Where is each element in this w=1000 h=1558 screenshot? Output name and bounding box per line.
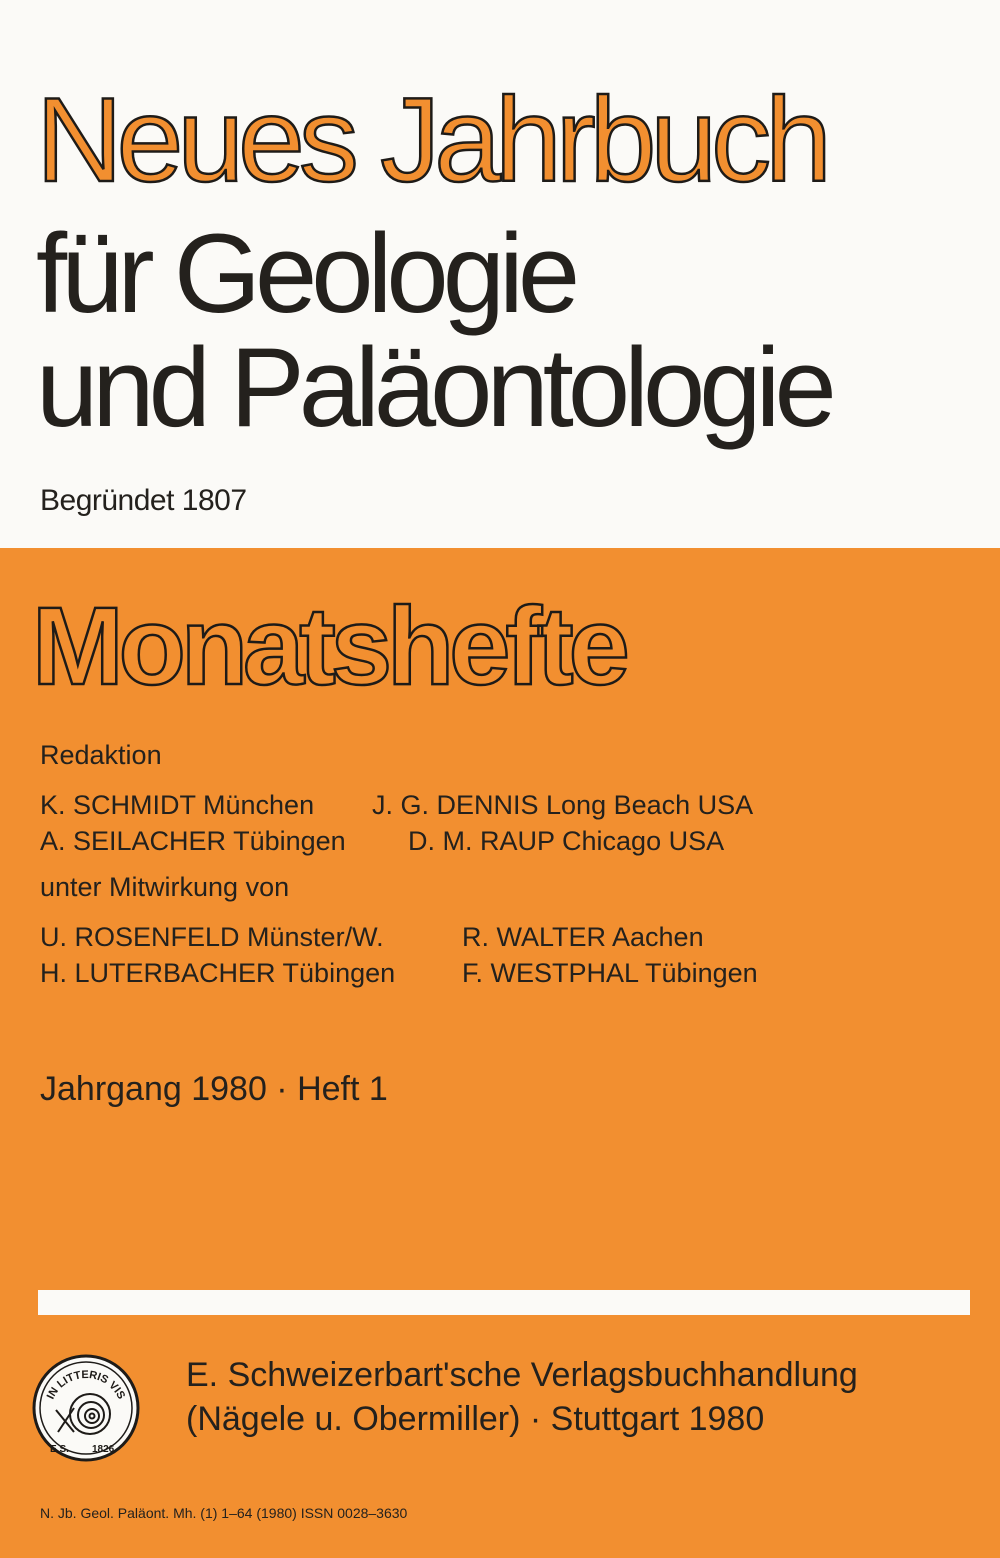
journal-title-line-2: für Geologie (36, 211, 575, 336)
editor-name: K. SCHMIDT München (40, 790, 315, 820)
publisher-name: E. Schweizerbart'sche Verlagsbuchhandlung (186, 1356, 858, 1394)
series-title: Monatshefte (32, 585, 625, 708)
founded-note: Begründet 1807 (40, 484, 247, 517)
editor-name: A. SEILACHER Tübingen (40, 826, 346, 856)
seal-year: 1826 (92, 1444, 115, 1455)
volume-issue: Jahrgang 1980 · Heft 1 (40, 1070, 388, 1108)
seal-initials: E.S. (50, 1444, 69, 1455)
citation-line: N. Jb. Geol. Paläont. Mh. (1) 1–64 (1980) ISSN 0028–3630 (40, 1505, 408, 1521)
editor-name: D. M. RAUP Chicago USA (408, 826, 725, 856)
journal-title-line-1: Neues Jahrbuch (36, 73, 826, 207)
editor-name: J. G. DENNIS Long Beach USA (372, 790, 754, 820)
journal-title-line-3: und Paläontologie (36, 325, 831, 450)
collaborator-name: H. LUTERBACHER Tübingen (40, 958, 396, 988)
publisher-seal-icon (30, 1352, 142, 1464)
collaborator-name: U. ROSENFELD Münster/W. (40, 922, 384, 952)
collaboration-label: unter Mitwirkung von (40, 872, 290, 902)
editorial-label: Redaktion (40, 740, 162, 770)
collaborator-name: R. WALTER Aachen (462, 922, 704, 952)
publisher-location: (Nägele u. Obermiller) · Stuttgart 1980 (186, 1400, 765, 1438)
collaborator-name: F. WESTPHAL Tübingen (462, 958, 758, 988)
seal-motto: IN LITTERIS VIS (44, 1368, 128, 1402)
white-divider-bar (38, 1290, 970, 1315)
